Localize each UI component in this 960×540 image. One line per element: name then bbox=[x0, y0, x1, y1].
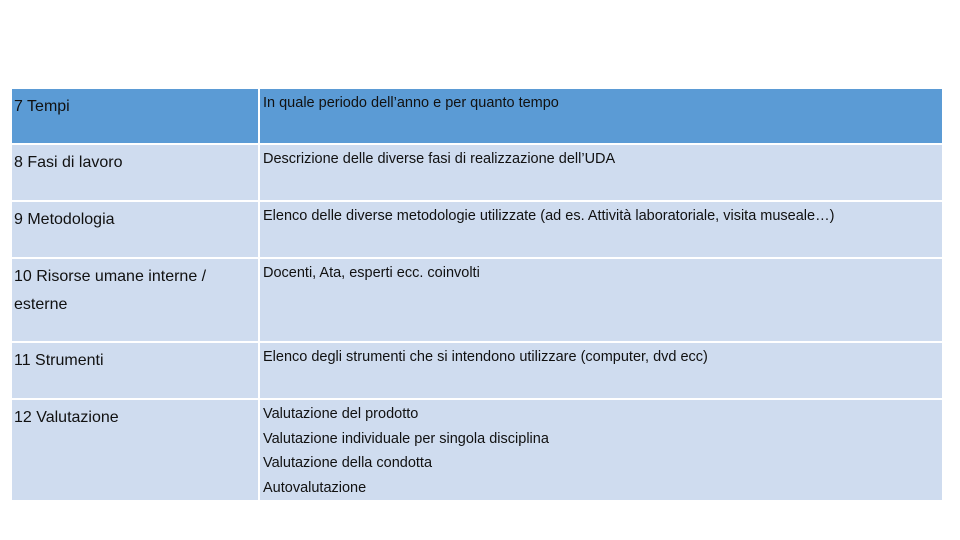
row-label: 9 Metodologia bbox=[11, 201, 259, 258]
row-description bbox=[259, 342, 943, 399]
description-line: Docenti, Ata, esperti ecc. coinvolti bbox=[263, 265, 480, 281]
row-description bbox=[259, 144, 943, 201]
uda-table bbox=[10, 87, 944, 502]
table-row-risorse-umane bbox=[11, 258, 943, 342]
table-row-fasi-di-lavoro bbox=[11, 144, 943, 201]
row-description bbox=[259, 201, 943, 258]
table-row-tempi bbox=[11, 88, 943, 144]
row-label: 8 Fasi di lavoro bbox=[11, 144, 259, 201]
row-label: 11 Strumenti bbox=[11, 342, 259, 399]
description-line: Valutazione della condotta bbox=[263, 455, 433, 471]
description-line: Valutazione del prodotto bbox=[263, 406, 419, 422]
table-row-strumenti bbox=[11, 342, 943, 399]
description-line: Autovalutazione bbox=[263, 479, 367, 496]
description-line: Elenco delle diverse metodologie utilizzate (ad es. Attività laboratoriale, visita museale…) bbox=[263, 208, 835, 224]
row-label: 10 Risorse umane interne / esterne bbox=[11, 258, 259, 342]
row-label: 12 Valutazione bbox=[11, 399, 259, 501]
table-row-valutazione bbox=[11, 399, 943, 501]
description-line: Valutazione individuale per singola disciplina bbox=[263, 430, 549, 447]
table-row-metodologia bbox=[11, 201, 943, 258]
description-line: In quale periodo dell’anno e per quanto tempo bbox=[263, 95, 559, 111]
row-description bbox=[259, 399, 943, 501]
description-line: Descrizione delle diverse fasi di realizzazione dell’UDA bbox=[263, 151, 616, 167]
row-description bbox=[259, 88, 943, 144]
row-description bbox=[259, 258, 943, 342]
description-line: Elenco degli strumenti che si intendono utilizzare (computer, dvd ecc) bbox=[263, 349, 708, 365]
row-label: 7 Tempi bbox=[11, 88, 259, 144]
